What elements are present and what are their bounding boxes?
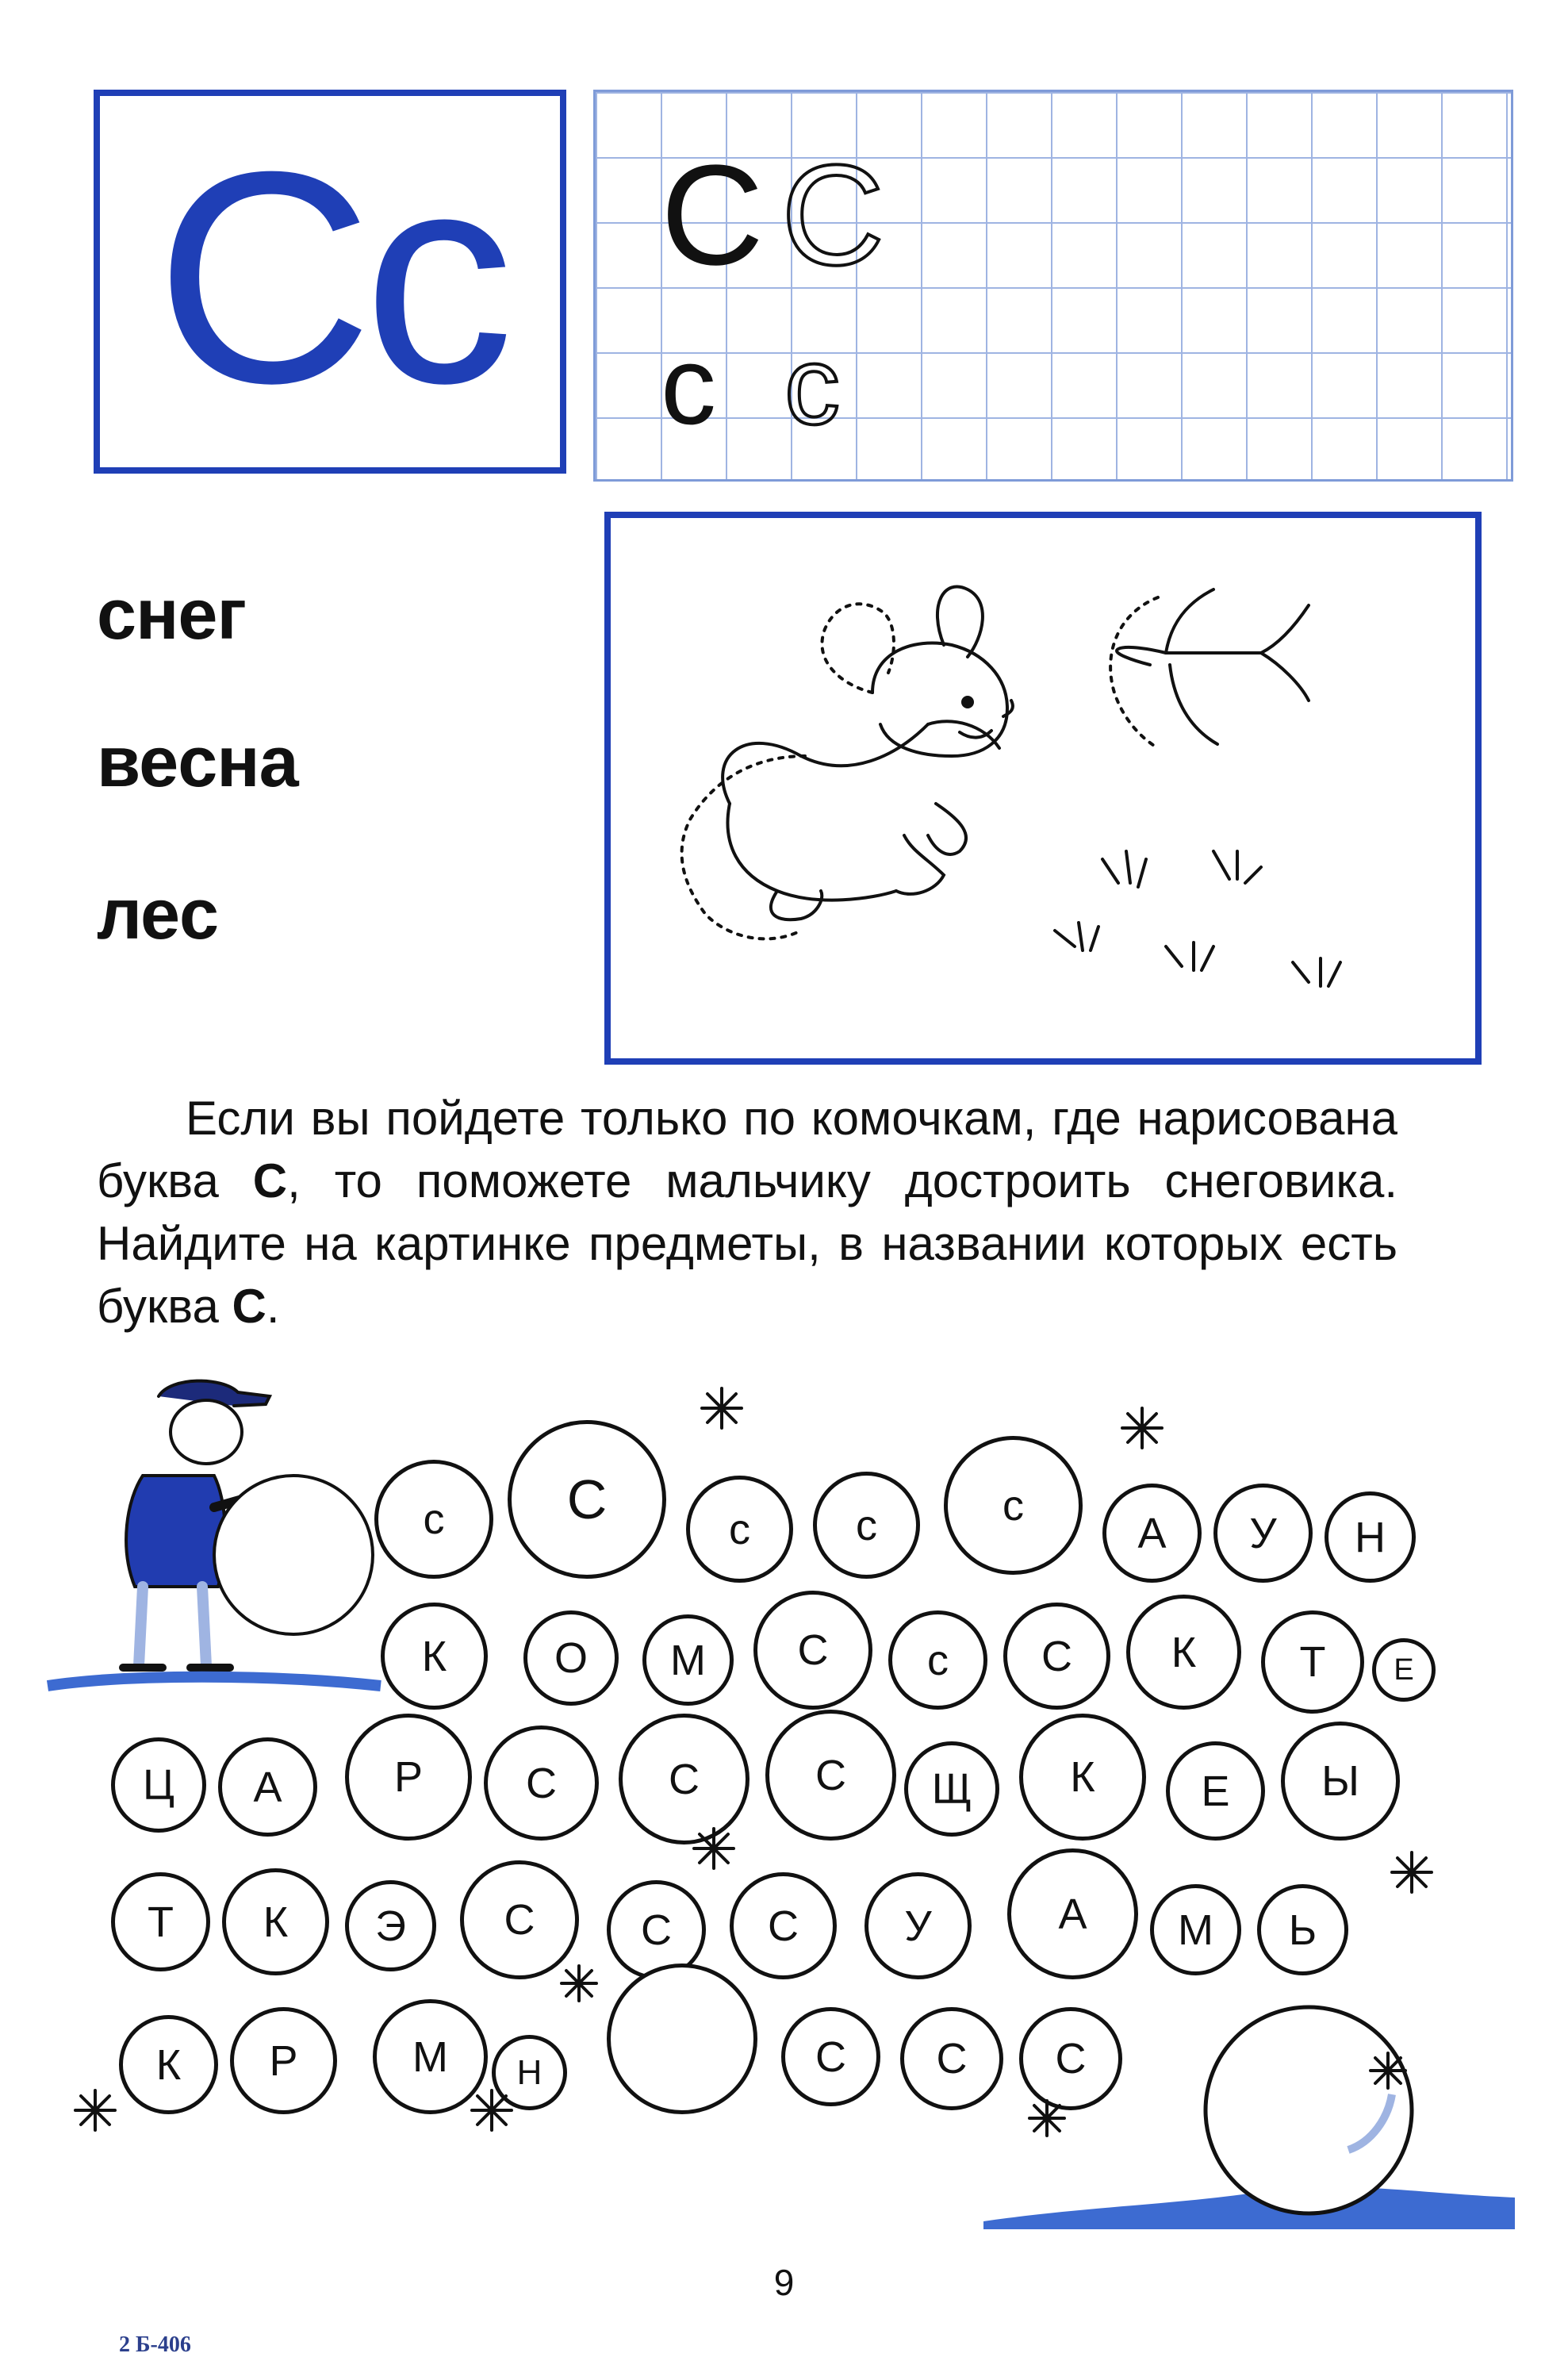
ball-letter: У xyxy=(1249,1509,1277,1557)
instruction-part1: Если вы пойдете только по комочкам, где нарисована буква xyxy=(97,1092,1397,1207)
snowball-maze xyxy=(32,1372,1523,2237)
ball-letter: С xyxy=(1041,1632,1072,1680)
ball-letter: М xyxy=(412,2033,448,2081)
ball-letter: К xyxy=(1171,1628,1197,1676)
word-les-pre: ле xyxy=(97,875,180,954)
ball-letter: А xyxy=(1137,1509,1167,1557)
ball-letter: С xyxy=(566,1468,608,1530)
letter-card xyxy=(94,90,566,474)
ball-letter: Ы xyxy=(1321,1757,1359,1805)
ball-letter: Ц xyxy=(143,1761,174,1809)
trace-upper-dotted: С xyxy=(781,136,884,295)
ball-letter: С xyxy=(669,1755,700,1803)
instruction-letter1: С xyxy=(252,1154,288,1207)
print-signature: 2 Б-406 xyxy=(119,2332,191,2357)
ball-letter: с xyxy=(927,1636,949,1684)
page-number: 9 xyxy=(773,2262,795,2303)
ball-letter: С xyxy=(526,1759,557,1807)
ball-letter: с xyxy=(1003,1481,1024,1530)
picture-frame xyxy=(604,512,1482,1065)
word-les xyxy=(97,875,219,954)
ball-letter: Н xyxy=(1355,1513,1386,1561)
instruction-text xyxy=(97,1087,1397,1338)
ball-letter: С xyxy=(504,1896,535,1944)
ball-letter: Щ xyxy=(931,1765,972,1813)
tracing-grid xyxy=(593,90,1513,482)
ball-letter: Т xyxy=(1299,1638,1326,1686)
word-vesna xyxy=(97,723,298,802)
ball-letter: Т xyxy=(148,1898,174,1946)
snowflakes xyxy=(32,1372,1523,2237)
ball-letter: Р xyxy=(269,2036,298,2085)
ball-letter: К xyxy=(421,1632,447,1680)
ball-letter: с xyxy=(856,1501,877,1549)
ball-letter: О xyxy=(554,1634,588,1682)
ball-letter: К xyxy=(1070,1753,1095,1801)
ball-letter: К xyxy=(155,2040,182,2089)
ball-letter: У xyxy=(904,1902,932,1950)
ball-letter: К xyxy=(263,1898,289,1946)
word-les-letter: с xyxy=(179,875,219,954)
ball-letter: с xyxy=(423,1495,445,1543)
ball-letter: А xyxy=(253,1763,282,1811)
ball-letter: Э xyxy=(375,1902,406,1950)
ball-letter: С xyxy=(1055,2035,1087,2082)
ball-letter: Е xyxy=(1201,1767,1230,1815)
trace-lower-solid: с xyxy=(661,323,716,447)
word-sneg-rest: нег xyxy=(136,575,246,654)
ball-letter: С xyxy=(797,1626,829,1674)
ball-letter: А xyxy=(1058,1890,1087,1938)
ball-letter: с xyxy=(729,1505,750,1553)
ball-letter: С xyxy=(815,1751,846,1799)
ball-letter: М xyxy=(670,1636,706,1684)
ball-letter: С xyxy=(641,1906,672,1954)
ball-letter: С xyxy=(936,2035,968,2082)
dog-and-swallow-illustration xyxy=(611,518,1475,1058)
ball-letter: С xyxy=(768,1902,799,1950)
instruction-letter2: С xyxy=(232,1280,266,1333)
trace-lower-dotted: с xyxy=(784,323,840,447)
ball-letter: С xyxy=(815,2033,846,2081)
word-vesna-post: на xyxy=(217,723,298,802)
trace-upper-solid: С xyxy=(661,136,764,295)
word-vesna-letter: с xyxy=(178,723,217,802)
word-sneg-letter: с xyxy=(97,575,136,654)
instruction-part2: , то поможете мальчику достроить снеговика. Найдите на картинке предметы, в названии которых есть буква xyxy=(97,1154,1397,1333)
ball-letter: Н xyxy=(516,2052,542,2092)
word-sneg xyxy=(97,575,246,654)
ball-letter: Р xyxy=(393,1753,424,1801)
big-letters: Сс xyxy=(155,109,505,446)
ball-letter: Ь xyxy=(1288,1906,1317,1954)
ball-letter: М xyxy=(1178,1906,1213,1954)
ball-letter: Е xyxy=(1394,1653,1414,1687)
word-vesna-pre: ве xyxy=(97,723,178,802)
instruction-part3: . xyxy=(266,1280,280,1333)
